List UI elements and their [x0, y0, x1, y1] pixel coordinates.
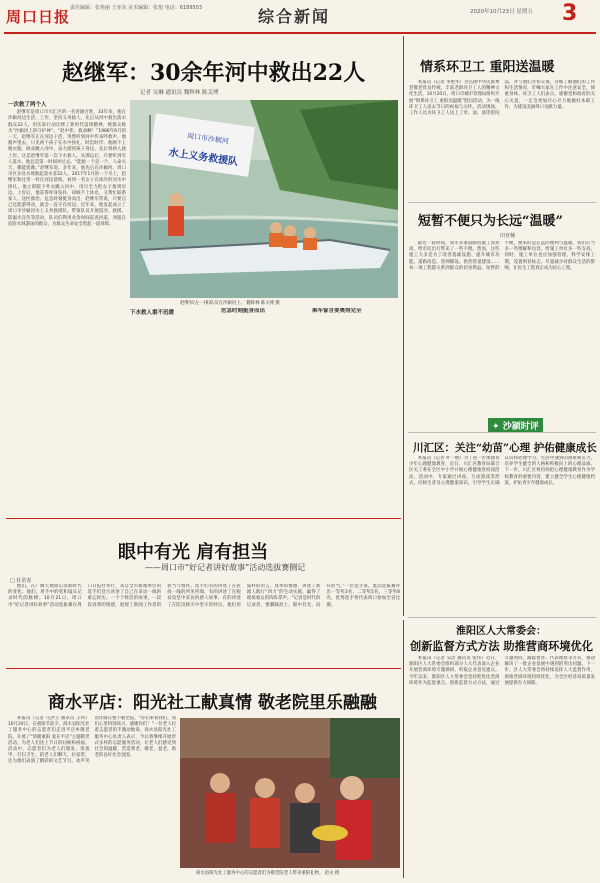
masthead-info: 责任编辑：张艳丽 王亚东 美术编辑：张旭 电话：6189503	[70, 5, 203, 11]
duanping-headline: 短暂不便只为长远“温暖”	[418, 214, 563, 229]
lead-text-body	[130, 308, 398, 512]
lead-photo-caption: 赵继军(左一)和队员在沙颍河上。 魏辉林 陈关博 摄	[180, 301, 280, 306]
yanzhong-text	[8, 584, 400, 664]
shangshui-headline: 商水平店：阳光社工献真情 敬老院里乐融融	[48, 693, 377, 713]
lead-subhead: 下水救人重不迟缓	[130, 310, 175, 316]
shangshui-photo	[180, 718, 400, 868]
huaiyang-paragraph: 本报讯（记者 吴浩 通讯员 张伟）近日，淮阳区人大常委会组织部分人大代表深入企业开展营商环境专题调研，听取企业意见建议。今年以来，淮阳区人大常委会坚持把优化营商环境作为监督重点，创新监督方式方法，通过专题询问、跟踪督办、代表视察等方式，推动解决了一批企业发展中遇到的突出问题。下一步，区人大常委会将持续发挥人大监督作用，助推营商环境持续优化，为全区经济高质量发展提供有力保障。	[409, 656, 595, 686]
section-rule	[408, 432, 596, 433]
shangshui-paragraph: 本报讯（记者 马洪立 通讯员 王珂）10月20日，在重阳节前夕，商水县阳光社工服务中心的志愿者们走进平店乡敬老院，开展了“情暖重阳 爱在平店”主题敬老活动，为老人们送上节日的问候和祝福。活动中，志愿者们为老人们理发、剪指甲、打扫卫生，陪老人们聊天、拉家常，还为他们表演了精彩的文艺节目。欢声笑语洋溢在整个敬老院。“你们来看我们，我们心里特别高兴，感谢你们！”一位老人拉着志愿者的手激动地说。商水县阳光社工服务中心负责人表示，今后将继续开展形式多样的志愿服务活动，让老人们感受到社会的温暖，营造尊老、敬老、爱老、助老的良好社会氛围。	[8, 716, 176, 765]
yanzhong-headline: 眼中有光 肩有担当	[118, 542, 269, 563]
duanping-author: 田亚楠	[500, 233, 516, 239]
shangshui-caption: 商水县阳光社工服务中心的志愿者们为敬老院老人带来重阳礼物。 赵永 摄	[196, 871, 340, 876]
page-number: 3	[562, 1, 578, 26]
banner-label: 沙颍时评	[502, 422, 539, 432]
huaiyang-text	[409, 656, 595, 876]
huaiyang-headline2: 创新监督方式方法 助推营商环境优化	[410, 639, 593, 653]
wenming-paragraph: 本报讯（记者 李艳华）为弘扬中华民族尊老敬老优良传统，丰富老龄环卫工人的精神文化生活，10月20日，周口市城市管理局组织开展“情系环卫工 重阳送温暖”慰问活动，为一线环卫工人送去节日的祝福与关怀。活动现场，工作人员为环卫工人送上了米、面、油等慰问品，并与他们亲切交谈，详细了解他们的工作和生活情况，叮嘱大家在工作中注意安全，保重身体。环卫工人们表示，感谢党和政府的关心关爱，一定会更加尽心尽力地做好本职工作，为建设美丽周口贡献力量。	[409, 80, 595, 117]
shaying-shiping-banner	[488, 418, 543, 433]
lead-subhead: 一次救了两个人	[8, 102, 47, 108]
issue-date: 2020年10月23日 星期五	[470, 9, 533, 15]
section-rule	[6, 518, 401, 519]
lead-subhead: 乘车誓言要奥得完全	[312, 308, 362, 314]
photo-sign-bottom: 水上义务救援队	[167, 147, 239, 169]
column-divider	[403, 620, 404, 878]
lead-photo	[130, 100, 398, 298]
wenming-text	[409, 80, 595, 198]
yanzhong-paragraph: 他们，在广阔天地间记录新时代的变化；他们，用手中的笔和镜头记录时代的脉搏。10月21日，周口市“好记者讲好故事”活动选拔赛在周口日报社举行，来自全市新闻单位的选手们登台讲述了自己在采访一线的难忘经历。一个个鲜活的故事，一段段真挚的情感，展现了新闻工作者的担当与情怀。选手们有的讲述了在抗疫一线的所见所闻，有的讲述了在脱贫攻坚中采访的感人故事，有的讲述了在防汛救灾中坚守的经历。他们用质朴的语言、真挚的情感，讲述了新闻人践行“四力”的生动实践，赢得了现场观众的阵阵掌声。“记者是时代的记录者，要脚踩泥土、眼中有光、肩有担当。”一位选手说。此次选拔赛评出一等奖3名、二等奖5名、三等奖8名，优秀选手将代表周口参加全省比赛。	[8, 584, 400, 608]
column-divider	[403, 36, 404, 616]
lead-byline: 记者 吴琳 通讯员 魏辉林 陈关博	[140, 90, 219, 96]
yanzhong-subtitle: ——周口市“好记者讲好故事”活动选拔赛侧记	[145, 563, 306, 572]
lead-headline: 赵继军：30余年河中救出22人	[62, 60, 366, 86]
section-rule	[408, 617, 596, 618]
chuanhui-text	[409, 456, 595, 614]
duanping-paragraph: 最近一段时间，我市多条道路因施工而封闭，给市民出行带来了一些不便。然而，这些施工大多是为了改善基础设施、提升城市功能。道路改造、管网铺设、供热管道建设……每一项工程都关系到群众的切身利益。短暂的不便，换来的是长远的便利与温暖。我们应当多一些理解和包容，给施工单位多一些支持。同时，施工单位也应加强管理，科学安排工期，设置明显标志，尽量减少对群众生活的影响，让民生工程真正成为民心工程。	[409, 241, 595, 271]
flag-icon: ✦	[492, 422, 503, 432]
chuanhui-paragraph: 本报讯（记者 叶一帆）为了进一步加强青少年心理健康教育，近日，川汇区教育局联合区关工委在全区中小学开展心理健康进校园活动。活动中，专家通过讲座、互动游戏等形式，向师生普及心理健康知识，引导学生正确认识和处理学习、生活中遇到的困难和压力，培养学生健全的人格和积极向上的心理品质。下一步，川汇区将持续把心理健康教育作为学校教育的重要内容，建立健全学生心理健康档案，护佑青少年健康成长。	[409, 456, 595, 486]
lead-photo-illustration	[130, 100, 398, 298]
lead-paragraph: 赵继军是周口市川汇区的一名普通百姓，33年来，他在沙颍河边生活、工作，坚持义务救人，先后从河中救出落水群众22人，用实际行动诠释了新时代雷锋精神，被群众称为“沙颍河上的守护神”。“赵中伟，救命啊！”1986年6月的一天，赵继军正在河边干活，突然听到河中传来呼救声。他循声望去，只见两个孩子在水中挣扎，时沉时浮。他顾不上脱衣服，纵身跳入河中，奋力游到孩子身边，先后将两人救上岸。这是赵继军第一次下水救人。从那以后，只要听到有人落水，他总是第一时间冲过去。“能救一个是一个，人命关天，哪能犹豫。”赵继军说。多年来，他先后在沙颍河、周口市区多处水域救起落水者22人。2017年1月的一个早上，赵继军和往常一样在河边晨练，看到一名女子在冰冷的河水中挣扎，他立即脱下外衣跳入河中，用尽全力把女子推到岸边。上岸后，他冻得浑身发抖，却顾不上休息，又帮忙联系家人、送医救治。危急时刻挺身而出，赵继军常说，只要自己还能游得动，就会一直守在河边。近年来，他发起成立了周口市沙颍河水上义务救援队，带领队员开展巡河、救援、防溺水宣传等活动，队员们利用业余时间巡查河道，劝阻在危险水域游泳的群众，为群众生命安全筑起一道屏障。	[8, 110, 126, 227]
lead-subhead: 危急时刻挺身而出	[221, 308, 266, 314]
section-title: 综合新闻	[258, 7, 331, 26]
section-rule	[408, 202, 596, 203]
wenming-headline: 情系环卫工 重阳送温暖	[420, 60, 555, 75]
shangshui-text	[8, 716, 176, 876]
yanzhong-author: □ 杜常春	[10, 578, 32, 584]
huaiyang-headline: 淮阳区人大常委会：	[456, 626, 546, 637]
section-rule	[6, 668, 401, 669]
chuanhui-headline: 川汇区：关注“幼苗”心理 护佑健康成长	[413, 442, 597, 454]
photo-sign-top: 周口市沙颍河	[186, 131, 230, 146]
lead-text-col1	[8, 100, 126, 512]
shangshui-photo-illustration	[180, 718, 400, 868]
masthead-rule	[4, 32, 596, 34]
newspaper-logo: 周口日报	[6, 8, 71, 26]
duanping-text	[409, 241, 595, 417]
